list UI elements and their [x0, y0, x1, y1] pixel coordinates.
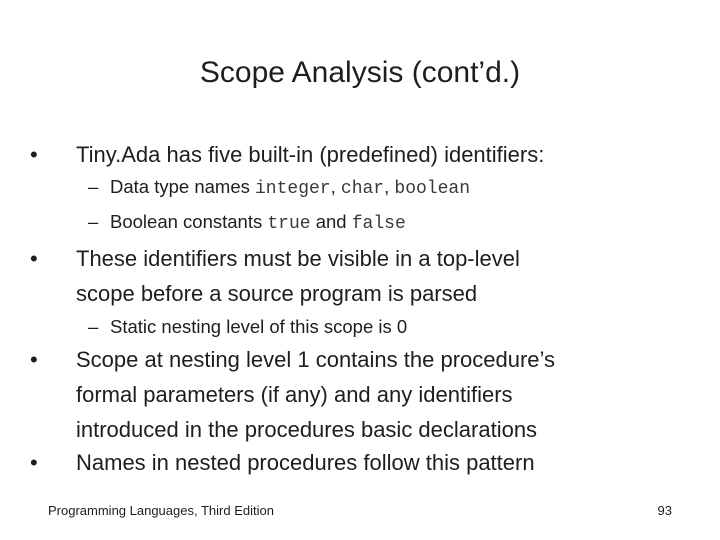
- bullet-marker: •: [30, 347, 38, 372]
- bullet-1-line-1: Tiny.Ada has five built-in (predefined) identifiers:: [76, 142, 545, 167]
- sub-bullet-static-nesting: [88, 312, 407, 342]
- bullet-2-line-2: scope before a source program is parsed: [76, 281, 478, 306]
- bullet-2-line-1: These identifiers must be visible in a top-level: [76, 246, 520, 271]
- separator: ,: [330, 176, 341, 197]
- bullet-marker: •: [30, 450, 38, 475]
- code-true: true: [267, 214, 311, 234]
- sub-bullet-2-and: and: [315, 211, 347, 232]
- sub-bullet-boolean-constants: [88, 207, 406, 239]
- separator: ,: [384, 176, 395, 197]
- footer-title: Programming Languages, Third Edition: [48, 503, 274, 518]
- code-false: false: [351, 214, 406, 234]
- bullet-marker: •: [30, 246, 38, 271]
- code-char: char: [340, 179, 385, 199]
- bullet-3-line-1: Scope at nesting level 1 contains the procedure’s: [76, 347, 556, 372]
- page-number: 93: [657, 503, 672, 518]
- sub-bullet-marker: –: [88, 316, 99, 337]
- bullet-3-line-2: formal parameters (if any) and any identifiers: [76, 382, 513, 407]
- sub-bullet-3-text: Static nesting level of this scope is 0: [110, 316, 408, 337]
- sub-bullet-2-prefix: Boolean constants: [110, 211, 263, 232]
- sub-bullet-data-types: [88, 172, 470, 204]
- bullet-3-line-3: introduced in the procedures basic declarations: [76, 417, 538, 442]
- page-title: Scope Analysis (cont’d.): [199, 56, 521, 89]
- bullet-4-line-1: Names in nested procedures follow this pattern: [76, 450, 535, 475]
- sub-bullet-marker: –: [88, 176, 99, 197]
- code-boolean: boolean: [394, 179, 471, 199]
- sub-bullet-1-prefix: Data type names: [110, 176, 250, 197]
- sub-bullet-marker: –: [88, 211, 99, 232]
- bullet-marker: •: [30, 142, 38, 167]
- code-integer: integer: [255, 179, 331, 199]
